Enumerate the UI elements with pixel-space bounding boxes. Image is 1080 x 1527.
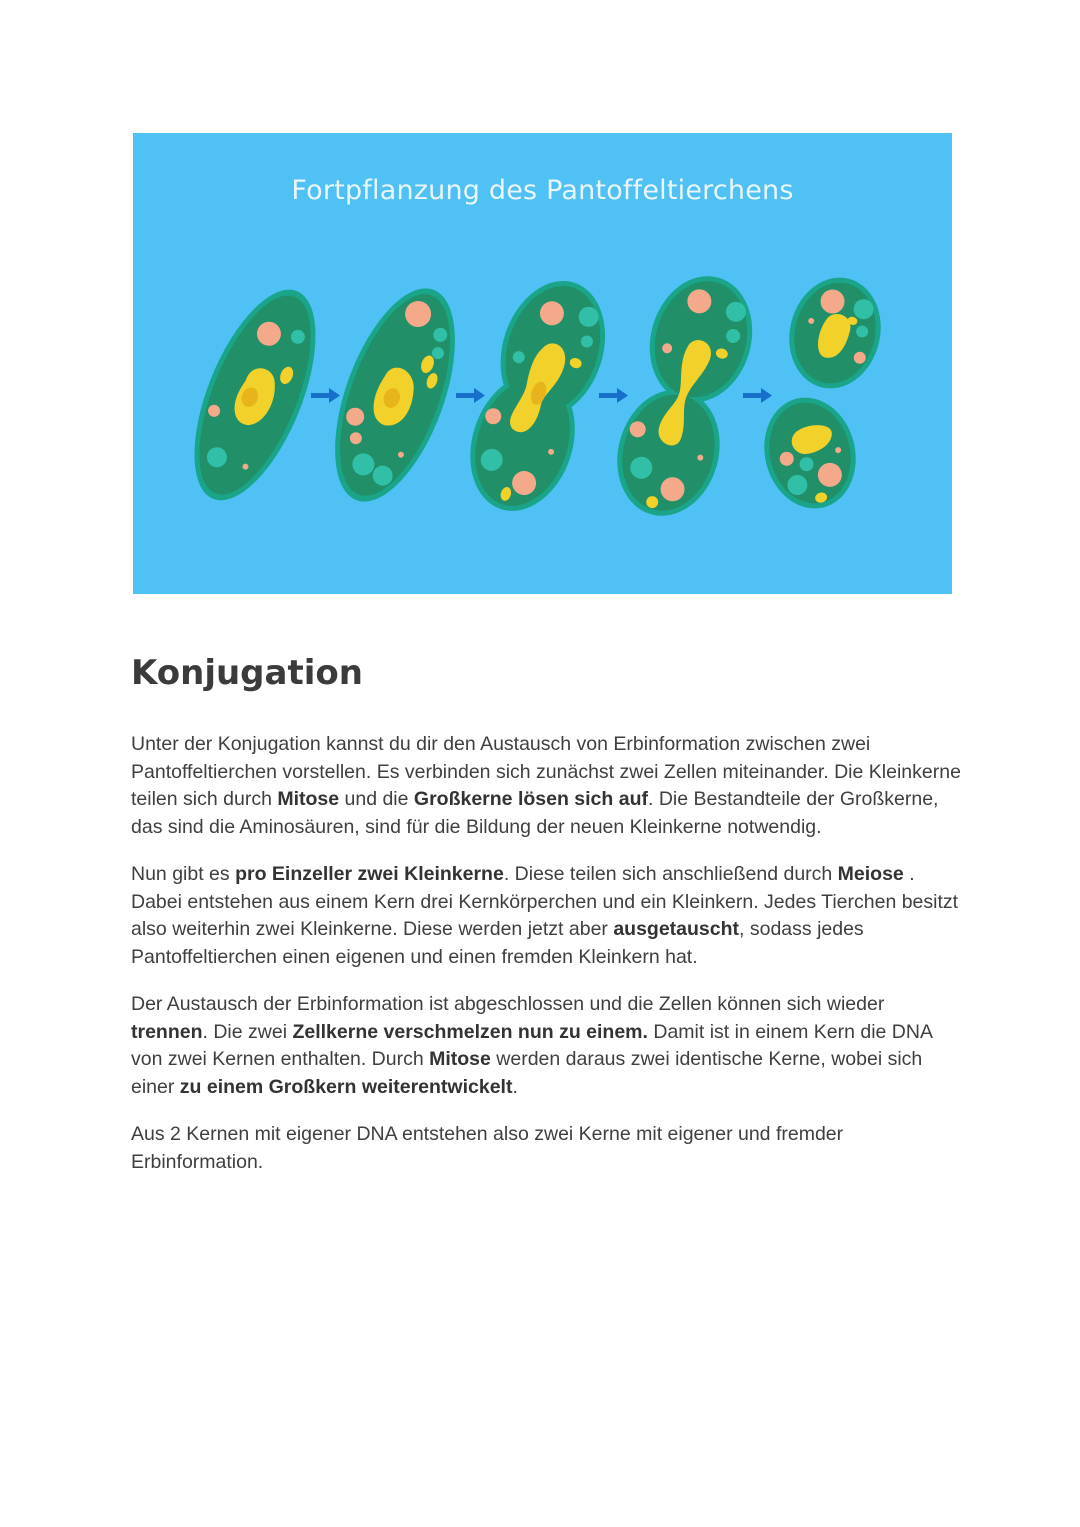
text-run: , sodass jedes Pantoffeltierchen einen eigenen und einen fremden Kleinkern hat. — [131, 918, 864, 968]
paragraph-1 — [131, 731, 961, 841]
bold-term: Zellkerne verschmelzen nun zu einem. — [292, 1020, 648, 1043]
text-run: Unter der Konjugation kannst du dir den Austausch von Erbinformation zwischen zwei Pantoffeltierchen vorstellen. Es verbinden sich zunächst zwei Zellen miteinander. Die Kleinkerne teilen sich durch — [131, 733, 961, 810]
text-run: . Diese teilen sich anschließend durch — [503, 863, 838, 885]
paragraph-2 — [131, 861, 961, 971]
text-run: Damit ist in einem Kern die DNA von zwei Kernen enthalten. Durch — [131, 1020, 932, 1070]
text-run: Der Austausch der Erbinformation ist abgeschlossen und die Zellen können sich wieder — [131, 993, 885, 1015]
bold-term: Mitose — [277, 788, 340, 810]
paragraph-3 — [131, 991, 961, 1101]
stage-4-cell — [603, 264, 767, 528]
arrow-1-icon — [311, 388, 340, 403]
bold-term: ausgetauscht — [613, 918, 740, 940]
stage-5-cell-bottom — [753, 388, 867, 518]
bold-term: pro Einzeller zwei Kleinkerne — [235, 863, 504, 885]
text-run: . Die Bestandteile der Großkerne, das sind die Aminosäuren, sind für die Bildung der neuen Kleinkerne notwendig. — [131, 788, 939, 838]
arrow-4-icon — [743, 388, 772, 403]
paramecium-reproduction-figure — [133, 133, 952, 594]
text-run: Aus 2 Kernen mit eigener DNA entstehen also zwei Kerne mit eigener und fremder Erbinformation. — [131, 1123, 844, 1173]
arrow-2-icon — [456, 388, 485, 403]
figure-title: Fortpflanzung des Pantoffeltierchens — [291, 175, 794, 206]
text-run: Nun gibt es — [131, 863, 236, 885]
bold-term: Großkerne lösen sich auf — [413, 788, 648, 810]
text-run: und die — [339, 788, 414, 810]
section-body — [131, 731, 961, 1196]
bold-term: trennen — [131, 1020, 203, 1043]
arrow-3-icon — [599, 388, 628, 403]
bold-term: zu einem Großkern weiterentwickelt — [179, 1075, 513, 1098]
paragraph-4 — [131, 1121, 961, 1176]
section-heading: Konjugation — [131, 653, 363, 693]
bold-term: Meiose — [837, 863, 904, 885]
bold-term: Mitose — [429, 1048, 491, 1070]
text-run: . — [512, 1075, 518, 1098]
text-run: . Die zwei — [202, 1020, 293, 1043]
text-run: werden daraus zwei identische Kerne, wobei sich einer — [131, 1048, 923, 1098]
stage-5-cell-top — [778, 268, 892, 398]
text-run: . Dabei entstehen aus einem Kern drei Kernkörperchen und ein Kleinkern. Jedes Tierchen besitzt also weiterhin zwei Kleinkerne. Diese werden jetzt aber — [131, 863, 959, 940]
